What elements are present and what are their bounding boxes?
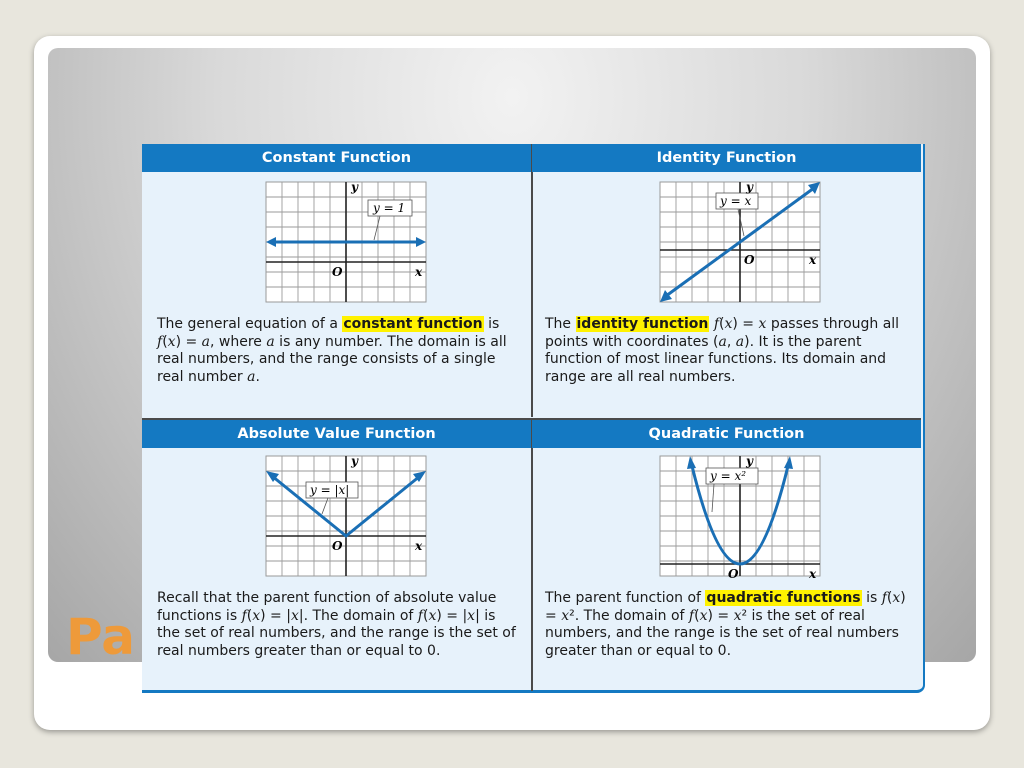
- description-text: x: [561, 607, 570, 624]
- description-text: f: [157, 333, 163, 350]
- description-text: ². The domain of: [569, 607, 689, 624]
- description-text: x: [892, 590, 901, 606]
- description-text: (: [422, 607, 429, 624]
- description-text: x: [758, 316, 767, 332]
- curve-label: y = x²: [710, 469, 747, 483]
- cell-header: Quadratic Function: [532, 418, 921, 448]
- description-text: (: [246, 607, 253, 624]
- description-text: (: [719, 316, 725, 332]
- description-text: x: [290, 607, 299, 624]
- absolute-value-function-graph: [142, 452, 531, 584]
- x-axis-label: x: [809, 253, 817, 267]
- x-axis-label: x: [415, 265, 423, 279]
- description: [157, 316, 522, 386]
- identity-function-cell: [532, 144, 921, 417]
- description-text: passes through all points with coordinates (: [545, 316, 900, 350]
- description-text: a: [735, 333, 745, 350]
- description-text: is: [861, 590, 882, 606]
- description-text: Recall that the parent function of absolute value functions is: [157, 590, 497, 624]
- constant-function-graph: [142, 178, 531, 310]
- description-text: ) =: [175, 333, 202, 350]
- highlighted-term: constant function: [343, 316, 483, 332]
- origin-label: O: [744, 253, 755, 267]
- highlighted-term: identity function: [576, 316, 709, 332]
- description-text: x: [733, 607, 742, 624]
- y-axis-label: y: [351, 180, 358, 194]
- description-text: x: [167, 333, 176, 350]
- y-axis-label: y: [746, 180, 753, 194]
- description-text: | is the set of real numbers, and the range is the set of real numbers greater than or equal to 0.: [157, 607, 516, 659]
- description-text: is: [483, 316, 500, 332]
- description-text: (: [694, 607, 700, 624]
- curve-label: y = |x|: [310, 483, 350, 497]
- quadratic-function-graph: [532, 452, 921, 584]
- identity-function-graph: [532, 178, 921, 310]
- description-text: f: [713, 316, 720, 332]
- quadratic-function-cell: [532, 418, 921, 691]
- cell-header: Absolute Value Function: [142, 418, 531, 448]
- description-text: The parent function of: [545, 590, 706, 606]
- description-text: ) = |: [436, 607, 468, 624]
- description-text: ) =: [732, 316, 759, 332]
- cell-header: Constant Function: [142, 144, 531, 172]
- description-text: ) =: [545, 590, 906, 624]
- description: [545, 316, 910, 386]
- x-axis-label: x: [415, 539, 423, 553]
- description-text: ,: [726, 333, 736, 350]
- curve-label: y = x: [720, 194, 752, 208]
- description-text: (: [162, 333, 168, 350]
- description-text: x: [467, 607, 476, 624]
- description-text: ). It is the parent function of most linear functions. Its domain and range are all real numbers.: [545, 333, 887, 385]
- description-text: x: [428, 607, 437, 624]
- cell-header: Identity Function: [532, 144, 921, 172]
- slide-title: Pa: [66, 612, 136, 662]
- description-text: a: [247, 368, 256, 385]
- highlighted-term: quadratic functions: [706, 590, 861, 606]
- y-axis-label: y: [746, 454, 753, 468]
- origin-label: O: [728, 567, 739, 581]
- description-text: f: [688, 607, 695, 624]
- absolute-value-function-cell: [142, 418, 533, 691]
- curve-label: y = 1: [373, 201, 406, 215]
- description-text: The general equation of a: [157, 316, 343, 332]
- description-text: The: [545, 316, 576, 332]
- constant-function-cell: [142, 144, 533, 417]
- description-text: x: [252, 607, 261, 624]
- description-text: x: [699, 607, 708, 624]
- description-text: , where: [210, 333, 267, 350]
- x-axis-label: x: [809, 567, 817, 581]
- origin-label: O: [332, 539, 343, 553]
- description-text: f: [881, 590, 887, 606]
- description-text: a: [718, 333, 727, 350]
- description-text: a: [266, 333, 275, 350]
- description-text: |. The domain of: [298, 607, 418, 624]
- description-text: ) = |: [260, 607, 291, 624]
- parent-functions-panel: [142, 144, 925, 693]
- y-axis-label: y: [351, 454, 358, 468]
- description-text: is any number. The domain is all real numbers, and the range consists of a single real number: [157, 333, 507, 385]
- description-text: f: [241, 607, 247, 624]
- description-text: .: [255, 368, 260, 385]
- description-text: x: [724, 316, 733, 332]
- description-text: a: [201, 333, 211, 350]
- description-text: ) =: [707, 607, 734, 624]
- description: [157, 590, 522, 660]
- origin-label: O: [332, 265, 343, 279]
- description: [545, 590, 910, 660]
- description-text: f: [417, 607, 423, 624]
- description-text: (: [886, 590, 893, 606]
- description-text: ² is the set of real numbers, and the range is the set of real numbers greater than or equal to 0.: [545, 607, 899, 659]
